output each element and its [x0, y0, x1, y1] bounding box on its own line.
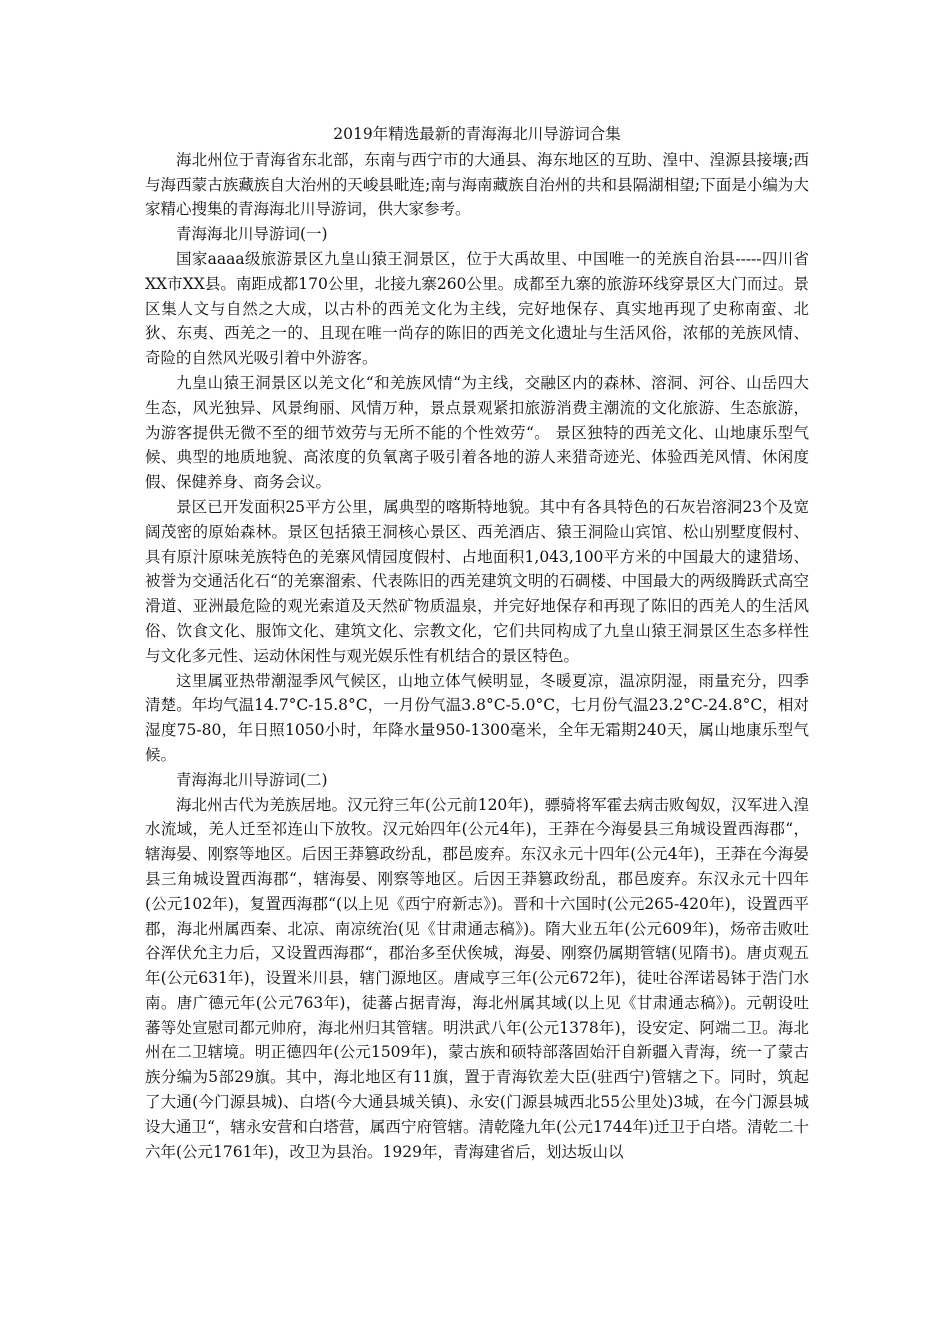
section-1-paragraph-1: 国家aaaa级旅游景区九皇山猿王洞景区，位于大禹故里、中国唯一的羌族自治县-----四川省XX市XX县。南距成都170公里，北接九寨260公里。成都至九寨的旅游环线穿景区大门而过。景区集人文与自然之大成，以古朴的西羌文化为主线，完好地保存、真实地再现了史称南蛮、北狄、东夷、西羌之一的、且现在唯一尚存的陈旧的西羌文化遗址与生活风俗，浓郁的羌族风情、奇险的自然风光吸引着中外游客。	[145, 249, 809, 368]
intro-paragraph: 海北州位于青海省东北部，东南与西宁市的大通县、海东地区的互助、湟中、湟源县接壤;西与海西蒙古族藏族自大治州的天峻县毗连;南与海南藏族自治州的共和县隔湖相望;下面是小编为大家精心搜集的青海海北川导游词，供大家参考。	[145, 150, 809, 219]
section-1-paragraph-2: 九皇山猿王洞景区以羌文化“和羌族风情“为主线，交融区内的森林、溶洞、河谷、山岳四大生态，风光独异、风景绚丽、风情万种，景点景观紧扣旅游消费主潮流的文化旅游、生态旅游，为游客提供无微不至的细节效劳与无所不能的个性效劳“。 景区独特的西羌文化、山地康乐型气候、典型的地质地貌、高浓度的负氧离子吸引着各地的游人来猎奇迹光、体验西羌风情、休闲度假、保健养身、商务会议。	[145, 373, 809, 492]
section-2-paragraph-1: 海北州古代为羌族居地。汉元狩三年(公元前120年)，骠骑将军霍去病击败匈奴，汉军进入湟水流域，羌人迁至祁连山下放牧。汉元始四年(公元4年)，王莽在今海晏县三角城设置西海郡“，辖海晏、刚察等地区。后因王莽篡政纷乱，郡邑废弃。东汉永元十四年(公元4年)，王莽在今海晏县三角城设置西海郡“，辖海晏、刚察等地区。后因王莽篡政纷乱，郡邑废弃。东汉永元十四年(公元102年)，复置西海郡“(以上见《西宁府新志》)。晋和十六国时(公元265-420年)，设置西平郡，海北州属西秦、北凉、南凉统治(见《甘肃通志稿》)。隋大业五年(公元609年)，炀帝击败吐谷浑伏允主力后，又设置西海郡“，郡治多至伏俟城，海晏、刚察仍属期管辖(见隋书)。唐贞观五年(公元631年)，设置米川县，辖门源地区。唐咸亨三年(公元672年)，徒吐谷浑诺曷钵于浩门水南。唐广德元年(公元763年)，徒蕃占据青海，海北州属其域(以上见《甘肃通志稿》)。元朝设吐蕃等处宣慰司都元帅府，海北州归其管辖。明洪武八年(公元1378年)，设安定、阿端二卫。海北州在二卫辖境。明正德四年(公元1509年)，蒙古族和硕特部落固始汗自新疆入青海，统一了蒙古族分编为5部29旗。其中，海北地区有11旗，置于青海钦差大臣(驻西宁)管辖之下。同时，筑起了大通(今门源县城)、白塔(今大通县城关镇)、永安(门源县城西北55公里处)3城，在今门源县城设大通卫“，辖永安营和白塔营，属西宁府管辖。清乾隆九年(公元1744年)迁卫于白塔。清乾二十六年(公元1761年)，改卫为县治。1929年，青海建省后，划达坂山以	[145, 795, 809, 1161]
document-page	[145, 122, 809, 1164]
section-heading-2: 青海海北川导游词(二)	[176, 770, 328, 789]
section-heading-1: 青海海北川导游词(一)	[176, 225, 328, 244]
section-1-paragraph-3: 景区已开发面积25平方公里，属典型的喀斯特地貌。其中有各具特色的石灰岩溶洞23个及宽阔茂密的原始森林。景区包括猿王洞核心景区、西羌酒店、猿王洞险山宾馆、松山别墅度假村、具有原汁原味羌族特色的羌寨风情园度假村、占地面积1,043,100平方米的中国最大的逮猎场、被誉为交通活化石“的羌寨溜索、代表陈旧的西羌建筑文明的石碉楼、中国最大的两级腾跃式高空滑道、亚洲最危险的观光索道及天然矿物质温泉，并完好地保存和再现了陈旧的西羌人的生活风俗、饮食文化、服饰文化、建筑文化、宗教文化，它们共同构成了九皇山猿王洞景区生态多样性与文化多元性、运动休闲性与观光娱乐性有机结合的景区特色。	[145, 497, 809, 665]
section-1-paragraph-4: 这里属亚热带潮湿季风气候区，山地立体气候明显，冬暖夏凉，温凉阴湿，雨量充分，四季清楚。年均气温14.7°C-15.8°C，一月份气温3.8°C-5.0°C，七月份气温23.2°C-24.8°C，相对湿度75-80，年日照1050小时，年降水量950-1300毫米，全年无霜期240天，属山地康乐型气候。	[145, 671, 809, 764]
document-title: 2019年精选最新的青海海北川导游词合集	[333, 125, 621, 143]
